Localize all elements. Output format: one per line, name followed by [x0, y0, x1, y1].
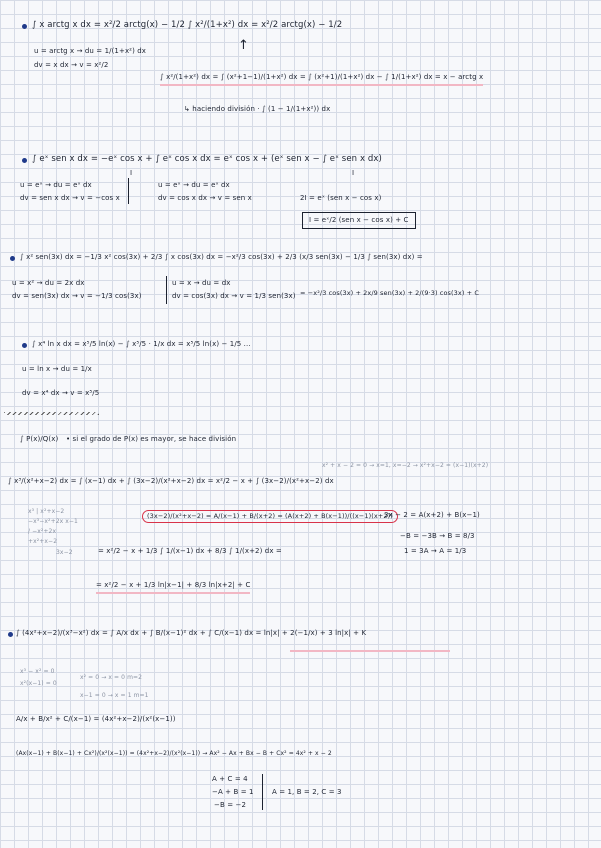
s5-division-line-2: −x³−x²+2x x−1 [28, 518, 78, 525]
wavy-separator [4, 412, 99, 415]
s3-result: = −x²/3 cos(3x) + 2x/9 sen(3x) + 2/(9·3) cos(3x) + C [300, 289, 479, 297]
brace-line [262, 774, 263, 810]
s1-main-equation: ∫ x arctg x dx = x²/2 arctg(x) − 1/2 ∫ x²/(1+x²) dx = x²/2 arctg(x) − 1/2 [32, 20, 343, 30]
s2-sub-right-u: u = eˣ → du = eˣ dx [158, 181, 230, 189]
s2-equation-2I: 2I = eˣ (sen x − cos x) [300, 194, 382, 202]
s2-sub-left-dv: dv = sen x dx → v = −cos x [20, 194, 120, 202]
s5-header: ∫ P(x)/Q(x) [20, 435, 59, 443]
s5-division-line-5: 3x−2 [56, 549, 73, 556]
s3-main-equation: ∫ x² sen(3x) dx = −1/3 x² cos(3x) + 2/3 ∫ x cos(3x) dx = −x²/3 cos(3x) + 2/3 (x/3 sen(3x) − 1/3 ∫ sen(3x) dx) = [20, 253, 423, 261]
s2-sub-left-u: u = eˣ → du = eˣ dx [20, 181, 92, 189]
s6-root-line-1: x³ − x² = 0 [20, 668, 55, 675]
pink-underline [290, 650, 450, 652]
s5-partial-fractions: (3x−2)/(x²+x−2) = A/(x−1) + B/(x+2) = (A(x+2) + B(x−1))/((x−1)(x+2)) [142, 510, 398, 523]
s2-sub-right-dv: dv = cos x dx → v = sen x [158, 194, 252, 202]
s3-sub-right-u: u = x → du = dx [172, 279, 231, 287]
bullet-marker [10, 256, 15, 261]
divider-line [128, 178, 129, 204]
bullet-marker [22, 343, 27, 348]
s3-sub-right-dv: dv = cos(3x) dx → v = 1/3 sen(3x) [172, 292, 296, 300]
s6-solution: A = 1, B = 2, C = 3 [272, 788, 342, 796]
s6-expansion: (Ax(x−1) + B(x−1) + Cx²)/(x²(x−1)) = (4x²+x−2)/(x²(x−1)) → Ax² − Ax + Bx − B + Cx² = 4x² + x − 2 [16, 750, 332, 757]
s5-roots-note: x² + x − 2 = 0 → x=1, x=−2 → x²+x−2 = (x−1)(x+2) [322, 462, 489, 469]
s5-solution-B: −B = −3B → B = 8/3 [400, 532, 475, 540]
s5-result: = x²/2 − x + 1/3 ln|x−1| + 8/3 ln|x+2| + C [96, 580, 250, 594]
s5-system-equation: 3x − 2 = A(x+2) + B(x−1) [384, 511, 480, 519]
s5-division-line-3: / −x²+2x [28, 528, 57, 535]
s6-main-equation: ∫ (4x²+x−2)/(x³−x²) dx = ∫ A/x dx + ∫ B/(x−1)² dx + ∫ C/(x−1) dx = ln|x| + 2(−1/x) + 3 ln|x| + K [16, 629, 367, 637]
s5-division-line-4: +x²+x−2 [28, 538, 58, 545]
s6-partial-fractions: A/x + B/x² + C/(x−1) = (4x²+x−2)/(x²(x−1)) [16, 715, 176, 723]
bullet-marker [22, 24, 27, 29]
s1-substitution-dv: dv = x dx → v = x²/2 [34, 61, 109, 69]
up-arrow-icon: ↑ [238, 38, 249, 53]
s2-label-I-left: I [130, 169, 133, 177]
s4-main-equation: ∫ x⁴ ln x dx = x⁵/5 ln(x) − ∫ x⁵/5 · 1/x dx = x⁵/5 ln(x) − 1/5 ... [32, 340, 251, 348]
s5-solution-A: 1 = 3A → A = 1/3 [404, 547, 467, 555]
s6-eq-3: −B = −2 [214, 801, 247, 809]
s5-note: • si el grado de P(x) es mayor, se hace división [66, 435, 237, 443]
s6-eq-2: −A + B = 1 [212, 788, 254, 796]
s6-root-line-3: x² = 0 → x = 0 m=2 [80, 674, 143, 681]
s4-sub-dv: dv = x⁴ dx → v = x⁵/5 [22, 389, 100, 397]
s2-label-I-right: I [352, 169, 355, 177]
divider-line [166, 276, 167, 304]
s1-division-note: ↳ haciendo división · ∫ (1 − 1/(1+x²)) dx [184, 105, 331, 113]
s6-root-line-4: x−1 = 0 → x = 1 m=1 [80, 692, 149, 699]
s2-main-equation: ∫ eˣ sen x dx = −eˣ cos x + ∫ eˣ cos x dx = eˣ cos x + (eˣ sen x − ∫ eˣ sen x dx) [32, 154, 382, 164]
s6-eq-1: A + C = 4 [212, 775, 248, 783]
s3-sub-left-dv: dv = sen(3x) dx → v = −1/3 cos(3x) [12, 292, 142, 300]
s1-substitution-u: u = arctg x → du = 1/(1+x²) dx [34, 47, 147, 55]
s2-boxed-result: I = eˣ/2 (sen x − cos x) + C [302, 212, 416, 229]
s1-auxiliary-integral: ∫ x²/(1+x²) dx = ∫ (x²+1−1)/(1+x²) dx = ∫ (x²+1)/(1+x²) dx − ∫ 1/(1+x²) dx = x − arctg x [160, 72, 483, 86]
s3-sub-left-u: u = x² → du = 2x dx [12, 279, 85, 287]
s5-division-line-1: x³ | x²+x−2 [28, 508, 65, 515]
s5-integral-split: = x²/2 − x + 1/3 ∫ 1/(x−1) dx + 8/3 ∫ 1/(x+2) dx = [98, 547, 282, 555]
s5-main-equation: ∫ x³/(x²+x−2) dx = ∫ (x−1) dx + ∫ (3x−2)/(x²+x−2) dx = x²/2 − x + ∫ (3x−2)/(x²+x−2) dx [8, 477, 334, 485]
s4-sub-u: u = ln x → du = 1/x [22, 365, 92, 373]
bullet-marker [8, 632, 13, 637]
s6-root-line-2: x²(x−1) = 0 [20, 680, 57, 687]
bullet-marker [22, 158, 27, 163]
